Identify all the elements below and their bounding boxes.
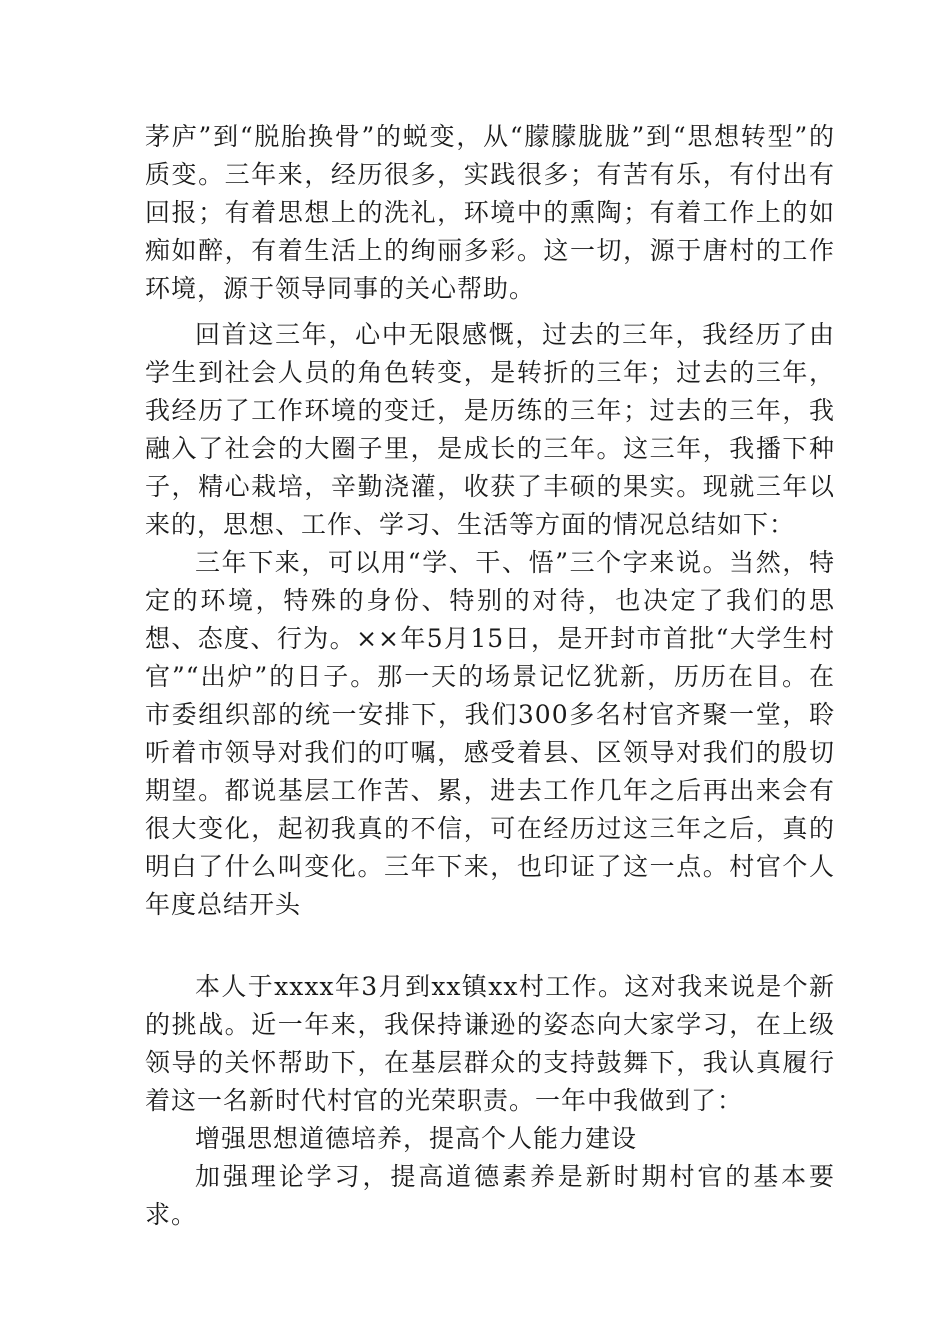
paragraph-1: 茅庐”到“脱胎换骨”的蜕变，从“朦朦胧胧”到“思想转型”的质变。三年来，经历很多，实践很多；有苦有乐，有付出有回报；有着思想上的洗礼，环境中的熏陶；有着工作上的如痴如醉，有着生活上的绚丽多彩。这一切，源于唐村的工作环境，源于领导同事的关心帮助。 xyxy=(145,122,835,303)
document-body xyxy=(145,118,835,1234)
paragraph-5: 加强理论学习，提高道德素养是新时期村官的基本要求。 xyxy=(145,1162,835,1229)
paragraph-4: 本人于xxxx年3月到xx镇xx村工作。这对我来说是个新的挑战。近一年来，我保持谦逊的姿态向大家学习，在上级领导的关怀帮助下，在基层群众的支持鼓舞下，我认真履行着这一名新时代村官的光荣职责。一年中我做到了： xyxy=(145,972,835,1115)
paragraph-2: 回首这三年，心中无限感慨，过去的三年，我经历了由学生到社会人员的角色转变，是转折的三年；过去的三年，我经历了工作环境的变迁，是历练的三年；过去的三年，我融入了社会的大圈子里，是成长的三年。这三年，我播下种子，精心栽培，辛勤浇灌，收获了丰硕的果实。现就三年以来的，思想、工作、学习、生活等方面的情况总结如下： xyxy=(145,320,835,539)
section-heading: 增强思想道德培养，提高个人能力建设 xyxy=(195,1124,638,1153)
paragraph-gap xyxy=(145,924,835,962)
paragraph-3: 三年下来，可以用“学、干、悟”三个字来说。当然，特定的环境，特殊的身份、特别的对待，也决定了我们的思想、态度、行为。××年5月15日，是开封市首批“大学生村官”“出炉”的日子。那一天的场景记忆犹新，历历在目。在市委组织部的统一安排下，我们300多名村官齐聚一堂，聆听着市领导对我们的叮嘱，感受着县、区领导对我们的殷切期望。都说基层工作苦、累，进去工作几年之后再出来会有很大变化，起初我真的不信，可在经历过这三年之后，真的明白了什么叫变化。三年下来，也印证了这一点。村官个人年度总结开头 xyxy=(145,548,835,919)
